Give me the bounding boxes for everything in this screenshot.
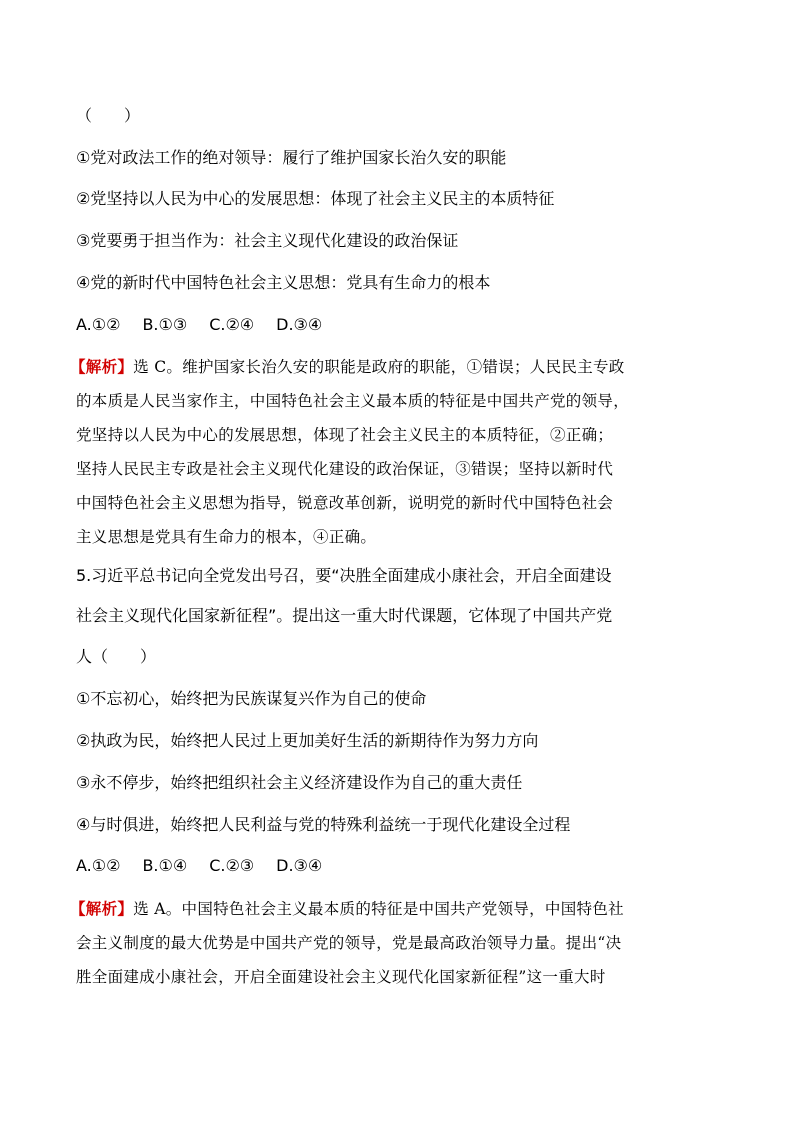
q4-analysis-line-3: 党坚持以人民为中心的发展思想，体现了社会主义民主的本质特征，②正确； — [76, 426, 614, 444]
q5-analysis-line-3: 胜全面建成小康社会，开启全面建设社会主义现代化国家新征程”这一重大时 — [76, 968, 606, 986]
q5-option-2: ②执政为民，始终把人民过上更加美好生活的新期待作为努力方向 — [76, 731, 539, 750]
q4-option-1: ①党对政法工作的绝对领导：履行了维护国家长治久安的职能 — [76, 148, 507, 167]
q4-answer-blank: （ ） — [76, 106, 141, 125]
q4-option-4: ④党的新时代中国特色社会主义思想：党具有生命力的根本 — [76, 273, 491, 292]
q5-choice-a: A.①② — [76, 856, 121, 875]
q5-stem-line-3: 人（ ） — [76, 647, 157, 666]
q5-analysis-line-1: 【解析】选 A。中国特色社会主义最本质的特征是中国共产党领导，中国特色社 — [70, 900, 624, 918]
q4-choice-c: C.②④ — [209, 315, 255, 334]
q5-option-3: ③永不停步，始终把组织社会主义经济建设作为自己的重大责任 — [76, 773, 523, 792]
q5-choice-b: B.①④ — [142, 856, 188, 875]
q5-stem-line-2: 社会主义现代化国家新征程”。提出这一重大时代课题，它体现了中国共产党 — [76, 606, 613, 625]
q4-choice-d: D.③④ — [276, 315, 323, 334]
q5-choice-d: D.③④ — [276, 856, 323, 875]
q4-analysis-line-4: 坚持人民民主专政是社会主义现代化建设的政治保证，③错误；坚持以新时代 — [76, 460, 614, 478]
q5-choices — [76, 854, 726, 878]
q5-option-4: ④与时俱进，始终把人民利益与党的特殊利益统一于现代化建设全过程 — [76, 815, 571, 834]
q4-choice-a: A.①② — [76, 315, 121, 334]
q4-choice-b: B.①③ — [142, 315, 188, 334]
q4-analysis-line-2: 的本质是人民当家作主，中国特色社会主义最本质的特征是中国共产党的领导， — [76, 392, 630, 410]
q4-option-3: ③党要勇于担当作为：社会主义现代化建设的政治保证 — [76, 231, 459, 250]
q5-analysis-tag: 【解析】 — [70, 900, 134, 918]
q4-option-2: ②党坚持以人民为中心的发展思想：体现了社会主义民主的本质特征 — [76, 189, 555, 208]
q4-analysis-line-1: 【解析】选 C。维护国家长治久安的职能是政府的职能，①错误；人民民主专政 — [70, 358, 625, 376]
q4-analysis-line-5: 中国特色社会主义思想为指导，锐意改革创新，说明党的新时代中国特色社会 — [76, 494, 614, 512]
q4-analysis-tag: 【解析】 — [70, 358, 134, 376]
q5-option-1: ①不忘初心，始终把为民族谋复兴作为自己的使命 — [76, 689, 427, 708]
q5-analysis-line-2: 会主义制度的最大优势是中国共产党的领导，党是最高政治领导力量。提出“决 — [76, 934, 622, 952]
q5-stem-line-1: 5.习近平总书记向全党发出号召，要“决胜全面建成小康社会，开启全面建设 — [76, 566, 612, 585]
q4-choices — [76, 313, 726, 337]
q5-choice-c: C.②③ — [209, 856, 255, 875]
q4-analysis-line-6: 主义思想是党具有生命力的根本，④正确。 — [76, 528, 377, 546]
